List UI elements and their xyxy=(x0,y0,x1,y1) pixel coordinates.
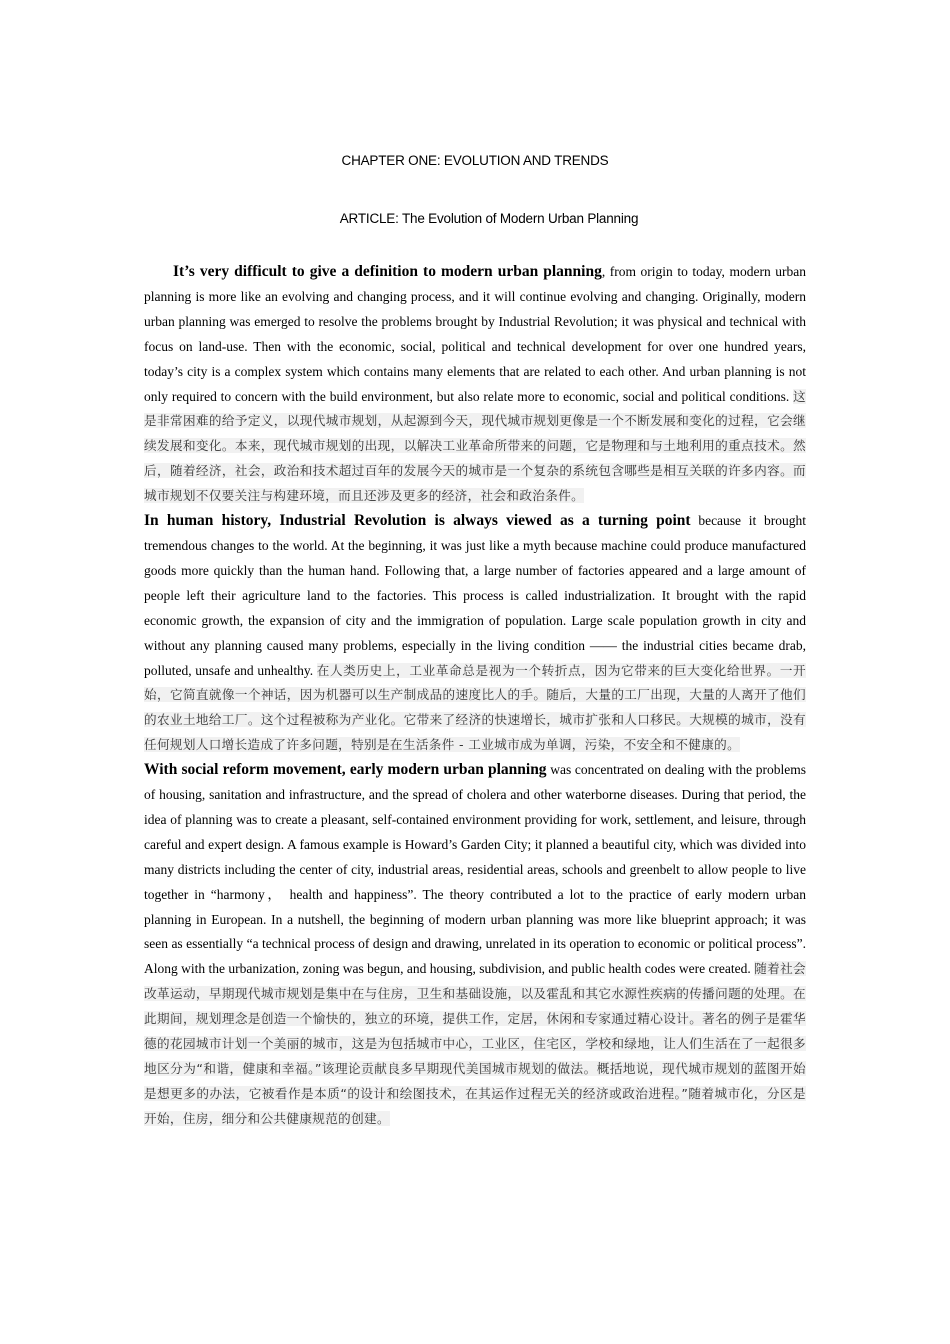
paragraph-translation: 这是非常困难的给予定义，以现代城市规划，从起源到今天，现代城市规划更像是一个不断发展和变化的过程，它会继续发展和变化。本来，现代城市规划的出现，以解决工业革命所带来的问题，它是物理和与土地利用的重点技术。然后，随着经济，社会，政治和技术超过百年的发展今天的城市是一个复杂的系统包含哪些是相互关联的许多内容。而城市规划不仅要关注与构建环境，而且还涉及更多的经济，社会和政治条件。 xyxy=(144,388,806,504)
paragraph-translation: 随着社会改革运动，早期现代城市规划是集中在与住房，卫生和基础设施，以及霍乱和其它水源性疾病的传播问题的处理。在此期间，规划理念是创造一个愉快的，独立的环境，提供工作，定居，休闲和专家通过精心设计。著名的例子是霍华德的花园城市计划一个美丽的城市，这是为包括城市中心，工业区，住宅区，学校和绿地，让人们生活在了一起很多地区分为“和谐，健康和幸福。”该理论贡献良多早期现代美国城市规划的做法。概括地说，现代城市规划的蓝图开始是想更多的办法，它被看作是本质“的设计和绘图技术，在其运作过程无关的经济或政治进程。”随着城市化，分区是开始，住房，细分和公共健康规范的创建。 xyxy=(144,961,806,1126)
paragraph-lead: With social reform movement, early modern urban planning xyxy=(144,761,547,779)
paragraph-lead: It’s very difficult to give a definition to modern urban planning xyxy=(173,263,602,280)
article-title: ARTICLE: The Evolution of Modern Urban Planning xyxy=(339,211,639,226)
paragraph-text: because it brought tremendous changes to the world. At the beginning, it was just like a myth because machine could produce manufactured goods more quickly than the human hand. Following that, a large number of factories appeared and a large amount of people left their agriculture land to the factories. This process is called industrialization. It brought with the rapid economic growth, the expansion of city and the immigration of population. Large scale population growth in city and without any planning caused many problems, especially in the living condition —— the industrial cities became drab, polluted, unsafe and unhealthy. xyxy=(144,513,806,678)
article-body xyxy=(144,260,806,1132)
paragraph-text: , from origin to today, modern urban planning is more like an evolving and changing process, and it will continue evolving and changing. Originally, modern urban planning was emerged to resolve the problems brought by Industrial Revolution; it was physical and technical with focus on land-use. Then with the economic, social, political and technical development for over one hundred years, today’s city is a complex system which contains many elements that are related to each other. And urban planning is not only required to concern with the build environment, but also relate more to economic, social and political conditions. xyxy=(144,264,806,404)
paragraph-text: was concentrated on dealing with the problems of housing, sanitation and infrastructure, and the spread of cholera and other waterborne diseases. During that period, the idea of planning was to create a pleasant, self-contained environment providing for work, settlement, and leisure, through careful and expert design. A famous example is Howard’s Garden City; it planned a beautiful city, which was divided into many districts including the center of city, industrial areas, residential areas, schools and greenbelt to allow people to live together in “harmony， health and happiness”. The theory contributed a lot to the practice of early modern urban planning in European. In a nutshell, the beginning of modern urban planning was more like blueprint approach; it was seen as essentially “a technical process of design and drawing, unrelated in its operation to economic or political process”. Along with the urbanization, zoning was begun, and housing, subdivision, and public health codes were created. xyxy=(144,762,806,977)
paragraph xyxy=(144,509,806,758)
paragraph xyxy=(144,758,806,1132)
paragraph xyxy=(144,260,806,509)
paragraph-translation: 在人类历史上，工业革命总是视为一个转折点，因为它带来的巨大变化给世界。一开始，它简直就像一个神话，因为机器可以生产制成品的速度比人的手。随后，大量的工厂出现，大量的人离开了他们的农业土地给工厂。这个过程被称为产业化。它带来了经济的快速增长，城市扩张和人口移民。大规模的城市，没有任何规划人口增长造成了许多问题，特别是在生活条件 - 工业城市成为单调，污染，不安全和不健康的。 xyxy=(144,662,807,753)
paragraph-lead: In human history, Industrial Revolution is always viewed as a turning point xyxy=(144,512,691,530)
chapter-title: CHAPTER ONE: EVOLUTION AND TRENDS xyxy=(341,153,609,168)
